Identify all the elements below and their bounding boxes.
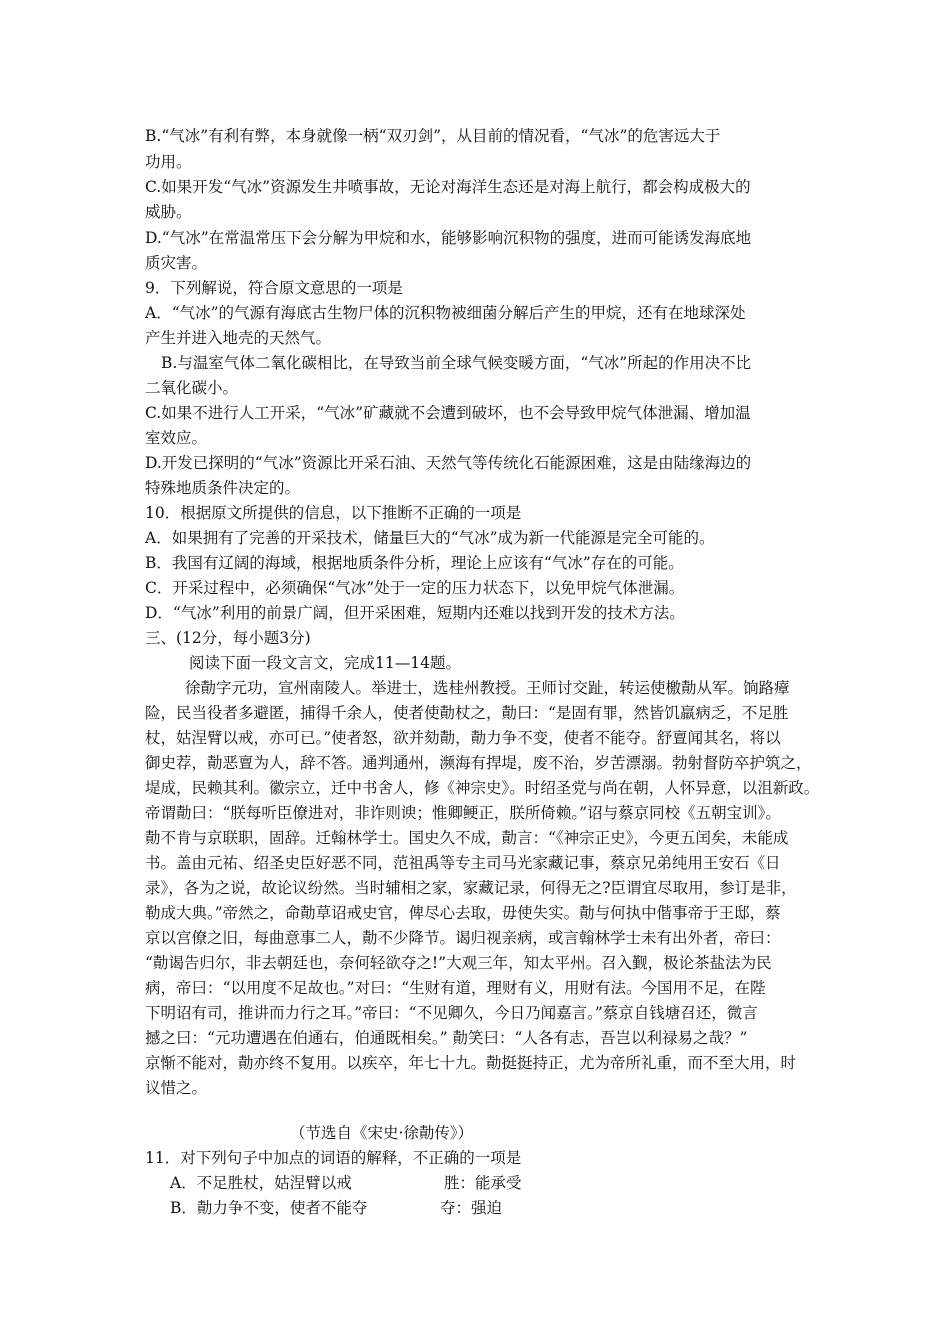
q10-option-d: D．“气冰”利用的前景广阔，但开采困难，短期内还难以找到开发的技术方法。 <box>145 604 685 622</box>
section-3-heading: 三、(12分，每小题3分) <box>145 629 311 647</box>
q9-option-c-line-1: C.如果不进行人工开采，“气冰”矿藏就不会遭到破坏，也不会导致甲烷气体泄漏、增加温 <box>145 404 751 422</box>
passage-line: 堤成，民赖其利。徽宗立，迁中书舍人，修《神宗史》。时绍圣党与尚在朝，人怀异意，以沮新政。 <box>145 779 820 797</box>
passage-line: 御史荐，勣恶亶为人，辞不答。通判通州，濒海有捍堤，废不治，岁苦漂溺。勃射督防卒护筑之， <box>145 754 812 772</box>
source-citation: （节选自《宋史·徐勣传》） <box>290 1124 474 1142</box>
q11-option-a-sentence: A．不足胜杖，姑涅臂以戒 <box>170 1174 352 1192</box>
q10-option-b: B．我国有辽阔的海域，根据地质条件分析，理论上应该有“气冰”存在的可能。 <box>145 554 684 572</box>
q10-option-a: A．如果拥有了完善的开采技术，储量巨大的“气冰”成为新一代能源是完全可能的。 <box>145 529 715 547</box>
passage-line: 勣不肯与京联职，固辞。迁翰林学士。国史久不成，勣言：“《神宗正史》，今更五闰矣，未能成 <box>145 829 789 847</box>
passage-line: 帝谓勣曰：“朕每听臣僚进对，非诈则谀；惟卿鲠正，朕所倚赖。”诏与蔡京同校《五朝宝训》。 <box>145 804 781 822</box>
question-9: 9．下列解说，符合原文意思的一项是 <box>145 279 403 297</box>
q11-option-b-sentence: B．勣力争不变，使者不能夺 <box>170 1199 368 1217</box>
q9-option-b-line-1: B.与温室气体二氧化碳相比，在导致当前全球气候变暖方面，“气冰”所起的作用决不比 <box>161 354 752 372</box>
option-b-line-2: 功用。 <box>145 153 192 171</box>
q11-option-b-gloss: 夺：强迫 <box>440 1199 503 1217</box>
option-d-line-1: D.“气冰”在常温常压下会分解为甲烷和水，能够影响沉积物的强度，进而可能诱发海底地 <box>145 229 752 247</box>
reading-instruction: 阅读下面一段文言文，完成11—14题。 <box>189 654 461 672</box>
passage-line: 议惜之。 <box>145 1079 208 1097</box>
passage-line: 撼之曰：“元功遭遇在伯通右，伯通既相矣。” 勣笑曰：“人各有志，吾岂以利禄易之哉？” <box>145 1029 748 1047</box>
question-10: 10．根据原文所提供的信息，以下推断不正确的一项是 <box>145 504 522 522</box>
q9-option-a-line-1: A．“气冰”的气源有海底古生物尸体的沉积物被细菌分解后产生的甲烷，还有在地球深处 <box>145 304 746 322</box>
passage-line: “勣谒告归尔，非去朝廷也，奈何轻欲夺之!”大观三年，知太平州。召入觐，极论茶盐法为民 <box>145 954 772 972</box>
q10-option-c: C．开采过程中，必须确保“气冰”处于一定的压力状态下，以免甲烷气体泄漏。 <box>145 579 685 597</box>
option-c-line-2: 威胁。 <box>145 203 192 221</box>
q9-option-b-line-2: 二氧化碳小。 <box>145 379 239 397</box>
passage-line: 京以宫僚之旧，每曲意事二人，勣不少降节。谒归视亲病，或言翰林学士未有出外者，帝曰： <box>145 929 781 947</box>
passage-line: 病，帝曰：“以用度不足故也。”对曰：“生财有道，理财有义，用财有法。今国用不足，在陛 <box>145 979 766 997</box>
passage-line: 录》，各为之说，故论议纷然。当时辅相之家，家藏记录，何得无之?臣谓宜尽取用，参订是非， <box>145 879 797 897</box>
q9-option-d-line-1: D.开发已探明的“气冰”资源比开采石油、天然气等传统化石能源困难，这是由陆缘海边的 <box>145 454 752 472</box>
option-b-line-1: B.“气冰”有利有弊，本身就像一柄“双刃剑”，从目前的情况看，“气冰”的危害远大于 <box>145 127 721 145</box>
question-11: 11．对下列句子中加点的词语的解释，不正确的一项是 <box>145 1149 522 1167</box>
option-d-line-2: 质灾害。 <box>145 254 208 272</box>
q9-option-d-line-2: 特殊地质条件决定的。 <box>145 479 301 497</box>
passage-line: 下明诏有司，推讲而力行之耳。”帝曰：“不见卿久，今日乃闻嘉言。”蔡京自钱塘召还，微言 <box>145 1004 758 1022</box>
passage-line: 书。盖由元祐、绍圣史臣好恶不同，范祖禹等专主司马光家藏记事，蔡京兄弟纯用王安石《日 <box>145 854 781 872</box>
option-c-line-1: C.如果开发“气冰”资源发生井喷事故，无论对海洋生态还是对海上航行，都会构成极大的 <box>145 178 751 196</box>
passage-line: 徐勣字元功，宣州南陵人。举进士，选桂州教授。王师讨交趾，转运使檄勣从军。饷路瘴 <box>185 679 790 697</box>
passage-line: 杖，姑涅臂以戒，亦可已。”使者怒，欲并劾勣，勣力争不变，使者不能夺。舒亶闻其名，将以 <box>145 729 781 747</box>
q11-option-a-gloss: 胜：能承受 <box>444 1174 522 1192</box>
passage-line: 京惭不能对，勣亦终不复用。以疾卒，年七十九。勣挺挺持正，尤为帝所礼重，而不至大用，时 <box>145 1054 797 1072</box>
q9-option-a-line-2: 产生并进入地壳的天然气。 <box>145 329 332 347</box>
q9-option-c-line-2: 室效应。 <box>145 429 208 447</box>
passage-line: 勒成大典。”帝然之，命勣草诏戒史官，俾尽心去取，毋使失实。勣与何执中偕事帝于王邸，蔡 <box>145 904 781 922</box>
passage-line: 险，民当役者多避匿，捕得千余人，使者使勣杖之，勣曰：“是固有罪，然皆饥羸病乏，不足胜 <box>145 704 789 722</box>
